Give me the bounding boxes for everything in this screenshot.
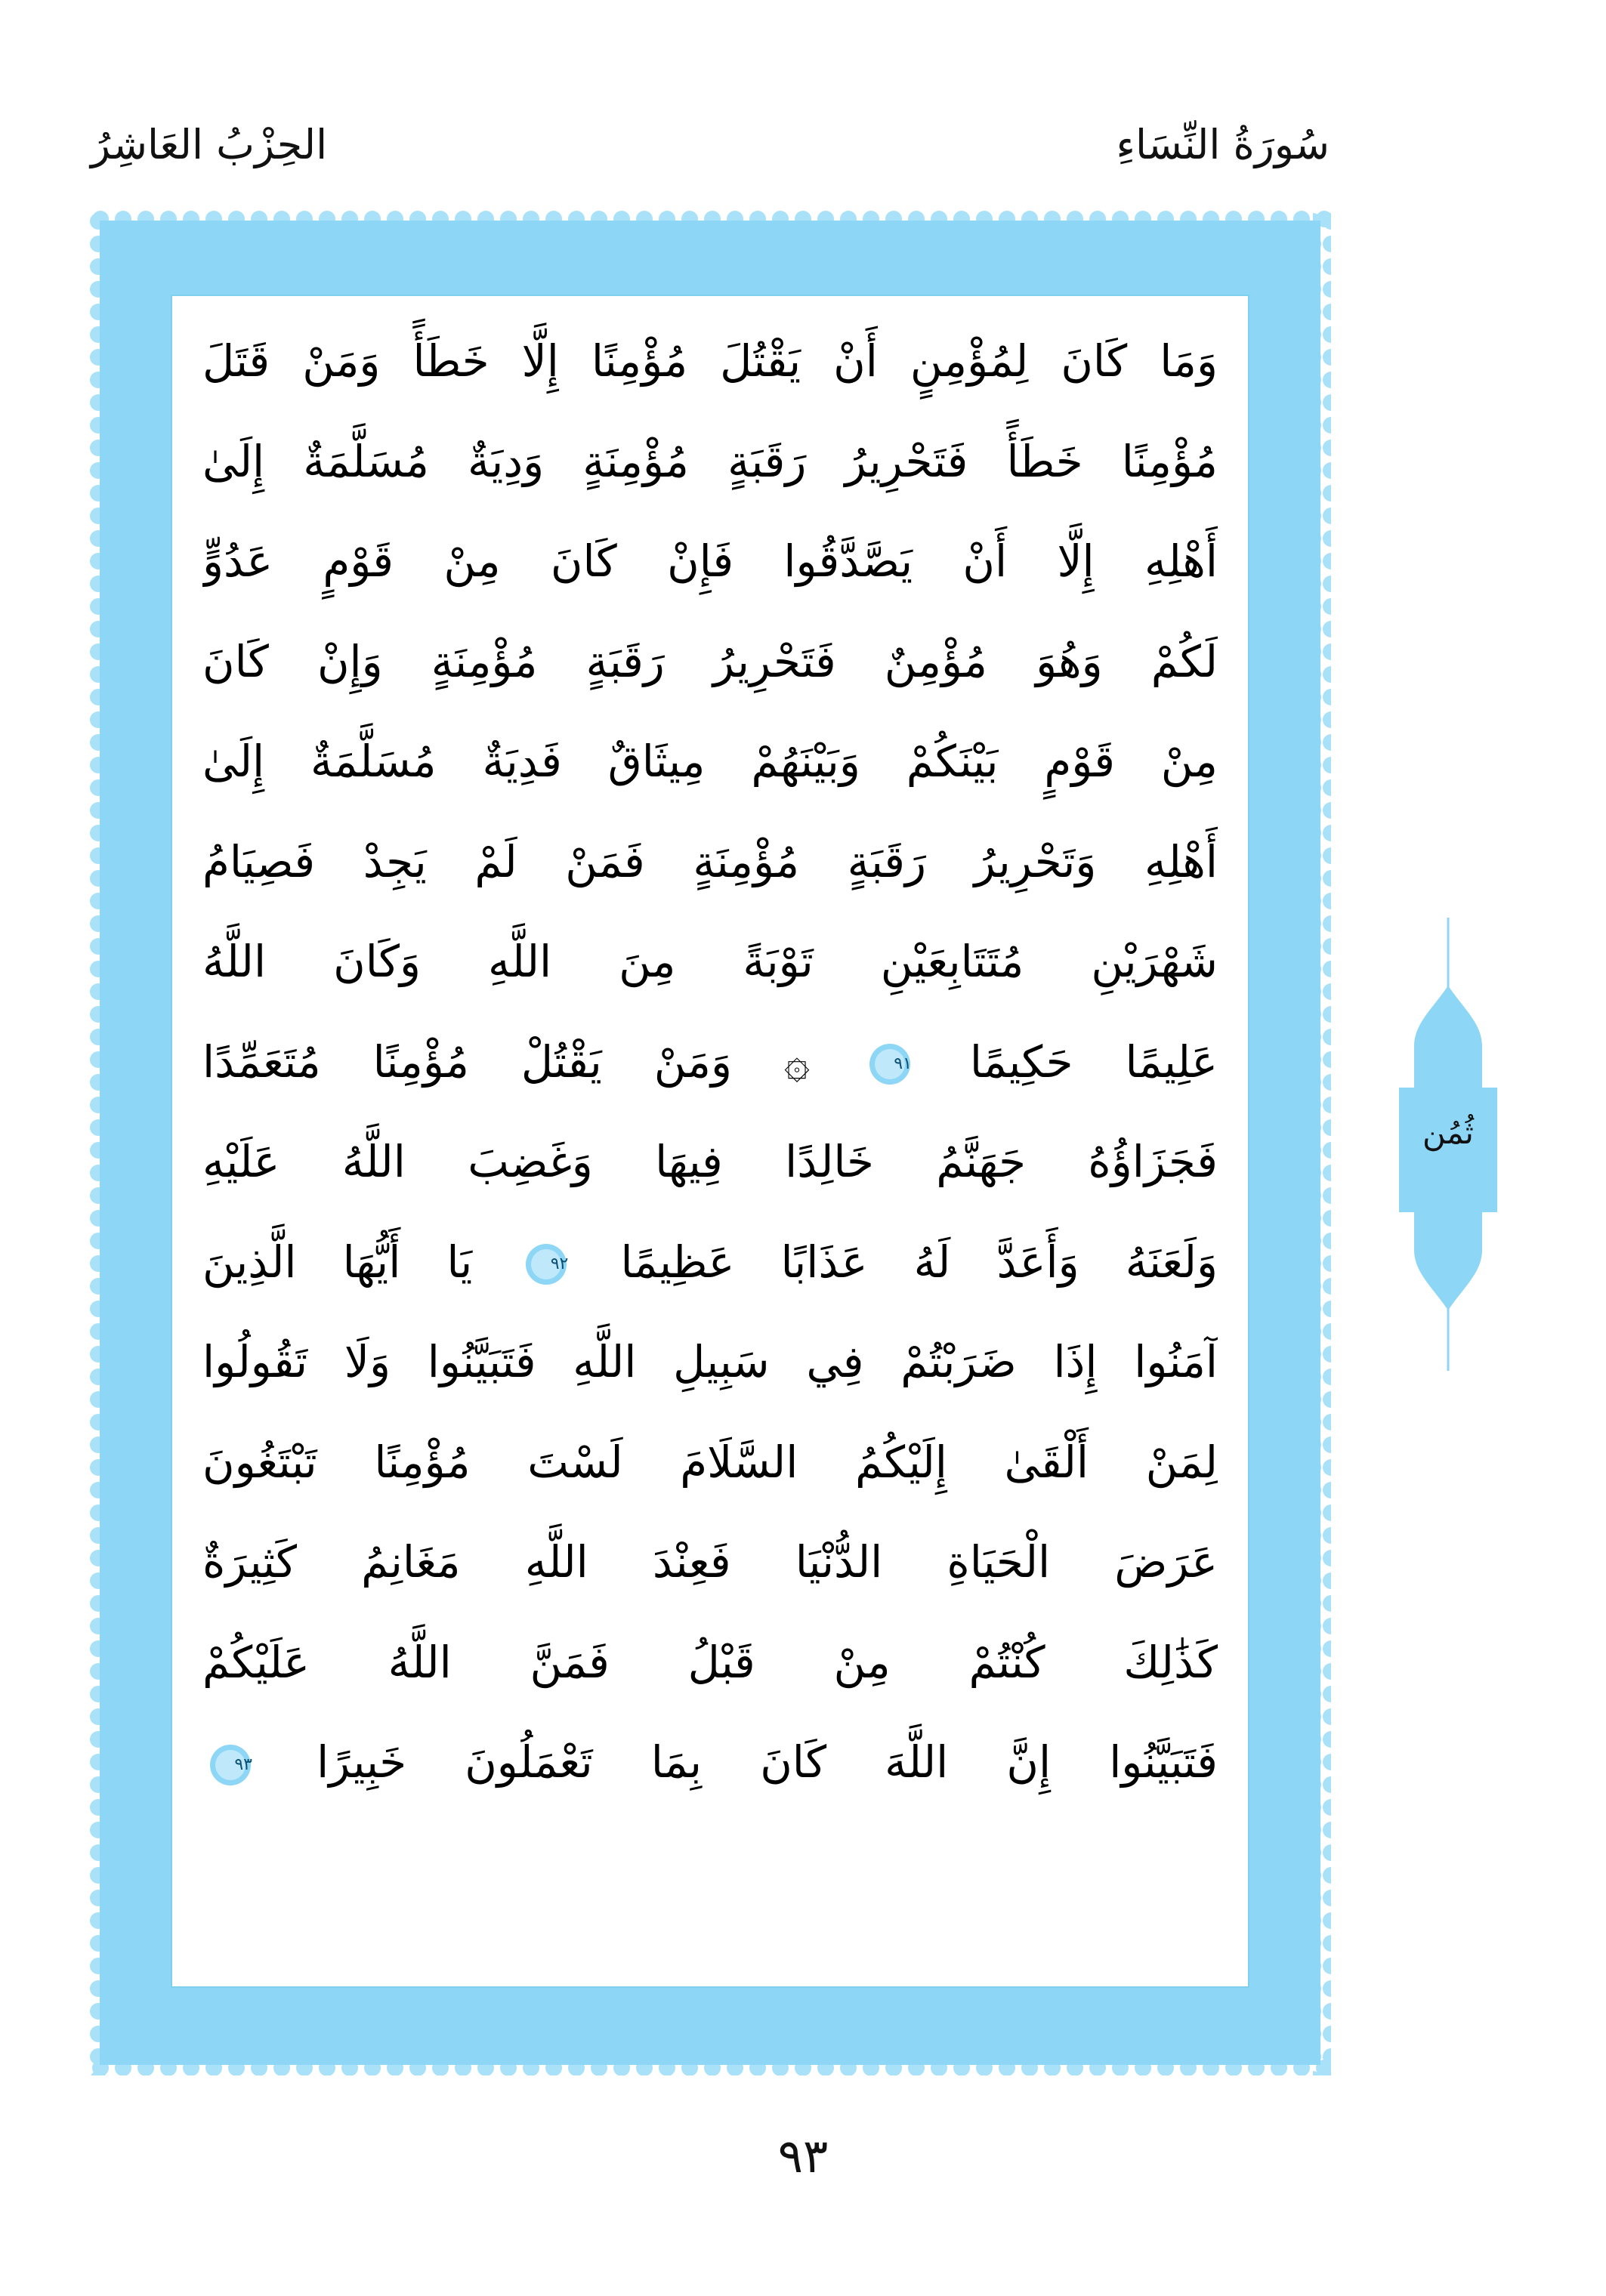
verse-lines — [202, 311, 1218, 1813]
verse-line-10 — [202, 1212, 1218, 1313]
verse-line-9: فَجَزَاؤُهُ جَهَنَّمُ خَالِدًا فِيهَا وَغَضِبَ اللَّهُ عَلَيْهِ — [202, 1136, 1218, 1187]
verse-line-8-part-b: ۞ وَمَنْ يَقْتُلْ مُؤْمِنًا مُتَعَمِّدًا — [202, 1035, 810, 1088]
verse-line-5: مِنْ قَوْمٍ بَيْنَكُمْ وَبَيْنَهُمْ مِيثَاقٌ فَدِيَةٌ مُسَلَّمَةٌ إِلَىٰ — [202, 736, 1218, 787]
verse-line-4: لَكُمْ وَهُوَ مُؤْمِنٌ فَتَحْرِيرُ رَقَبَةٍ مُؤْمِنَةٍ وَإِنْ كَانَ — [202, 635, 1218, 687]
verse-line-1: وَمَا كَانَ لِمُؤْمِنٍ أَنْ يَقْتُلَ مُؤْمِنًا إِلَّا خَطَأً وَمَنْ قَتَلَ — [202, 335, 1218, 387]
verse-line-10-part-a: وَلَعَنَهُ وَأَعَدَّ لَهُ عَذَابًا عَظِيمًا — [620, 1236, 1218, 1288]
ayah-number: ٩٢ — [550, 1254, 569, 1274]
verse-line-10-part-b: يَا أَيُّهَا الَّذِينَ — [202, 1236, 473, 1288]
verse-line-2: مُؤْمِنًا خَطَأً فَتَحْرِيرُ رَقَبَةٍ مُؤْمِنَةٍ وَدِيَةٌ مُسَلَّمَةٌ إِلَىٰ — [202, 435, 1218, 487]
verse-line-8-part-a: عَلِيمًا حَكِيمًا — [969, 1035, 1218, 1088]
ayah-number-marker — [868, 1042, 912, 1086]
verse-line-15 — [202, 1712, 1218, 1813]
page-header — [91, 113, 1330, 181]
verse-line-3: أَهْلِهِ إِلَّا أَنْ يَصَّدَّقُوا فَإِنْ كَانَ مِنْ قَوْمٍ عَدُوٍّ — [202, 535, 1218, 587]
ayah-number-marker — [524, 1242, 568, 1286]
thumn-label: ثُمُن — [1422, 1114, 1474, 1151]
verse-line-13: عَرَضَ الْحَيَاةِ الدُّنْيَا فَعِنْدَ اللَّهِ مَغَانِمُ كَثِيرَةٌ — [202, 1536, 1218, 1588]
ayah-number: ٩٣ — [234, 1754, 252, 1774]
verse-line-15-part-a: فَتَبَيَّنُوا إِنَّ اللَّهَ كَانَ بِمَا تَعْمَلُونَ خَبِيرًا — [317, 1736, 1218, 1788]
thumn-side-marker — [1391, 918, 1505, 1371]
verse-text-area — [172, 296, 1248, 1986]
surah-title: سُورَةُ النِّسَاءِ — [1116, 121, 1330, 168]
page-number: ٩٣ — [777, 2128, 829, 2183]
verse-line-8 — [202, 1012, 1218, 1113]
verse-line-11: آمَنُوا إِذَا ضَرَبْتُمْ فِي سَبِيلِ اللَّهِ فَتَبَيَّنُوا وَلَا تَقُولُوا — [202, 1336, 1218, 1387]
verse-line-14: كَذَٰلِكَ كُنْتُمْ مِنْ قَبْلُ فَمَنَّ اللَّهُ عَلَيْكُمْ — [202, 1636, 1218, 1688]
verse-line-12: لِمَنْ أَلْقَىٰ إِلَيْكُمُ السَّلَامَ لَسْتَ مُؤْمِنًا تَبْتَغُونَ — [202, 1436, 1218, 1488]
ayah-number: ٩١ — [894, 1054, 912, 1074]
hizb-title: الحِزْبُ العَاشِرُ — [91, 121, 328, 168]
verse-line-6: أَهْلِهِ وَتَحْرِيرُ رَقَبَةٍ مُؤْمِنَةٍ فَمَنْ لَمْ يَجِدْ فَصِيَامُ — [202, 835, 1218, 887]
verse-line-7: شَهْرَيْنِ مُتَتَابِعَيْنِ تَوْبَةً مِنَ اللَّهِ وَكَانَ اللَّهُ — [202, 936, 1218, 987]
ayah-number-marker — [208, 1743, 252, 1787]
